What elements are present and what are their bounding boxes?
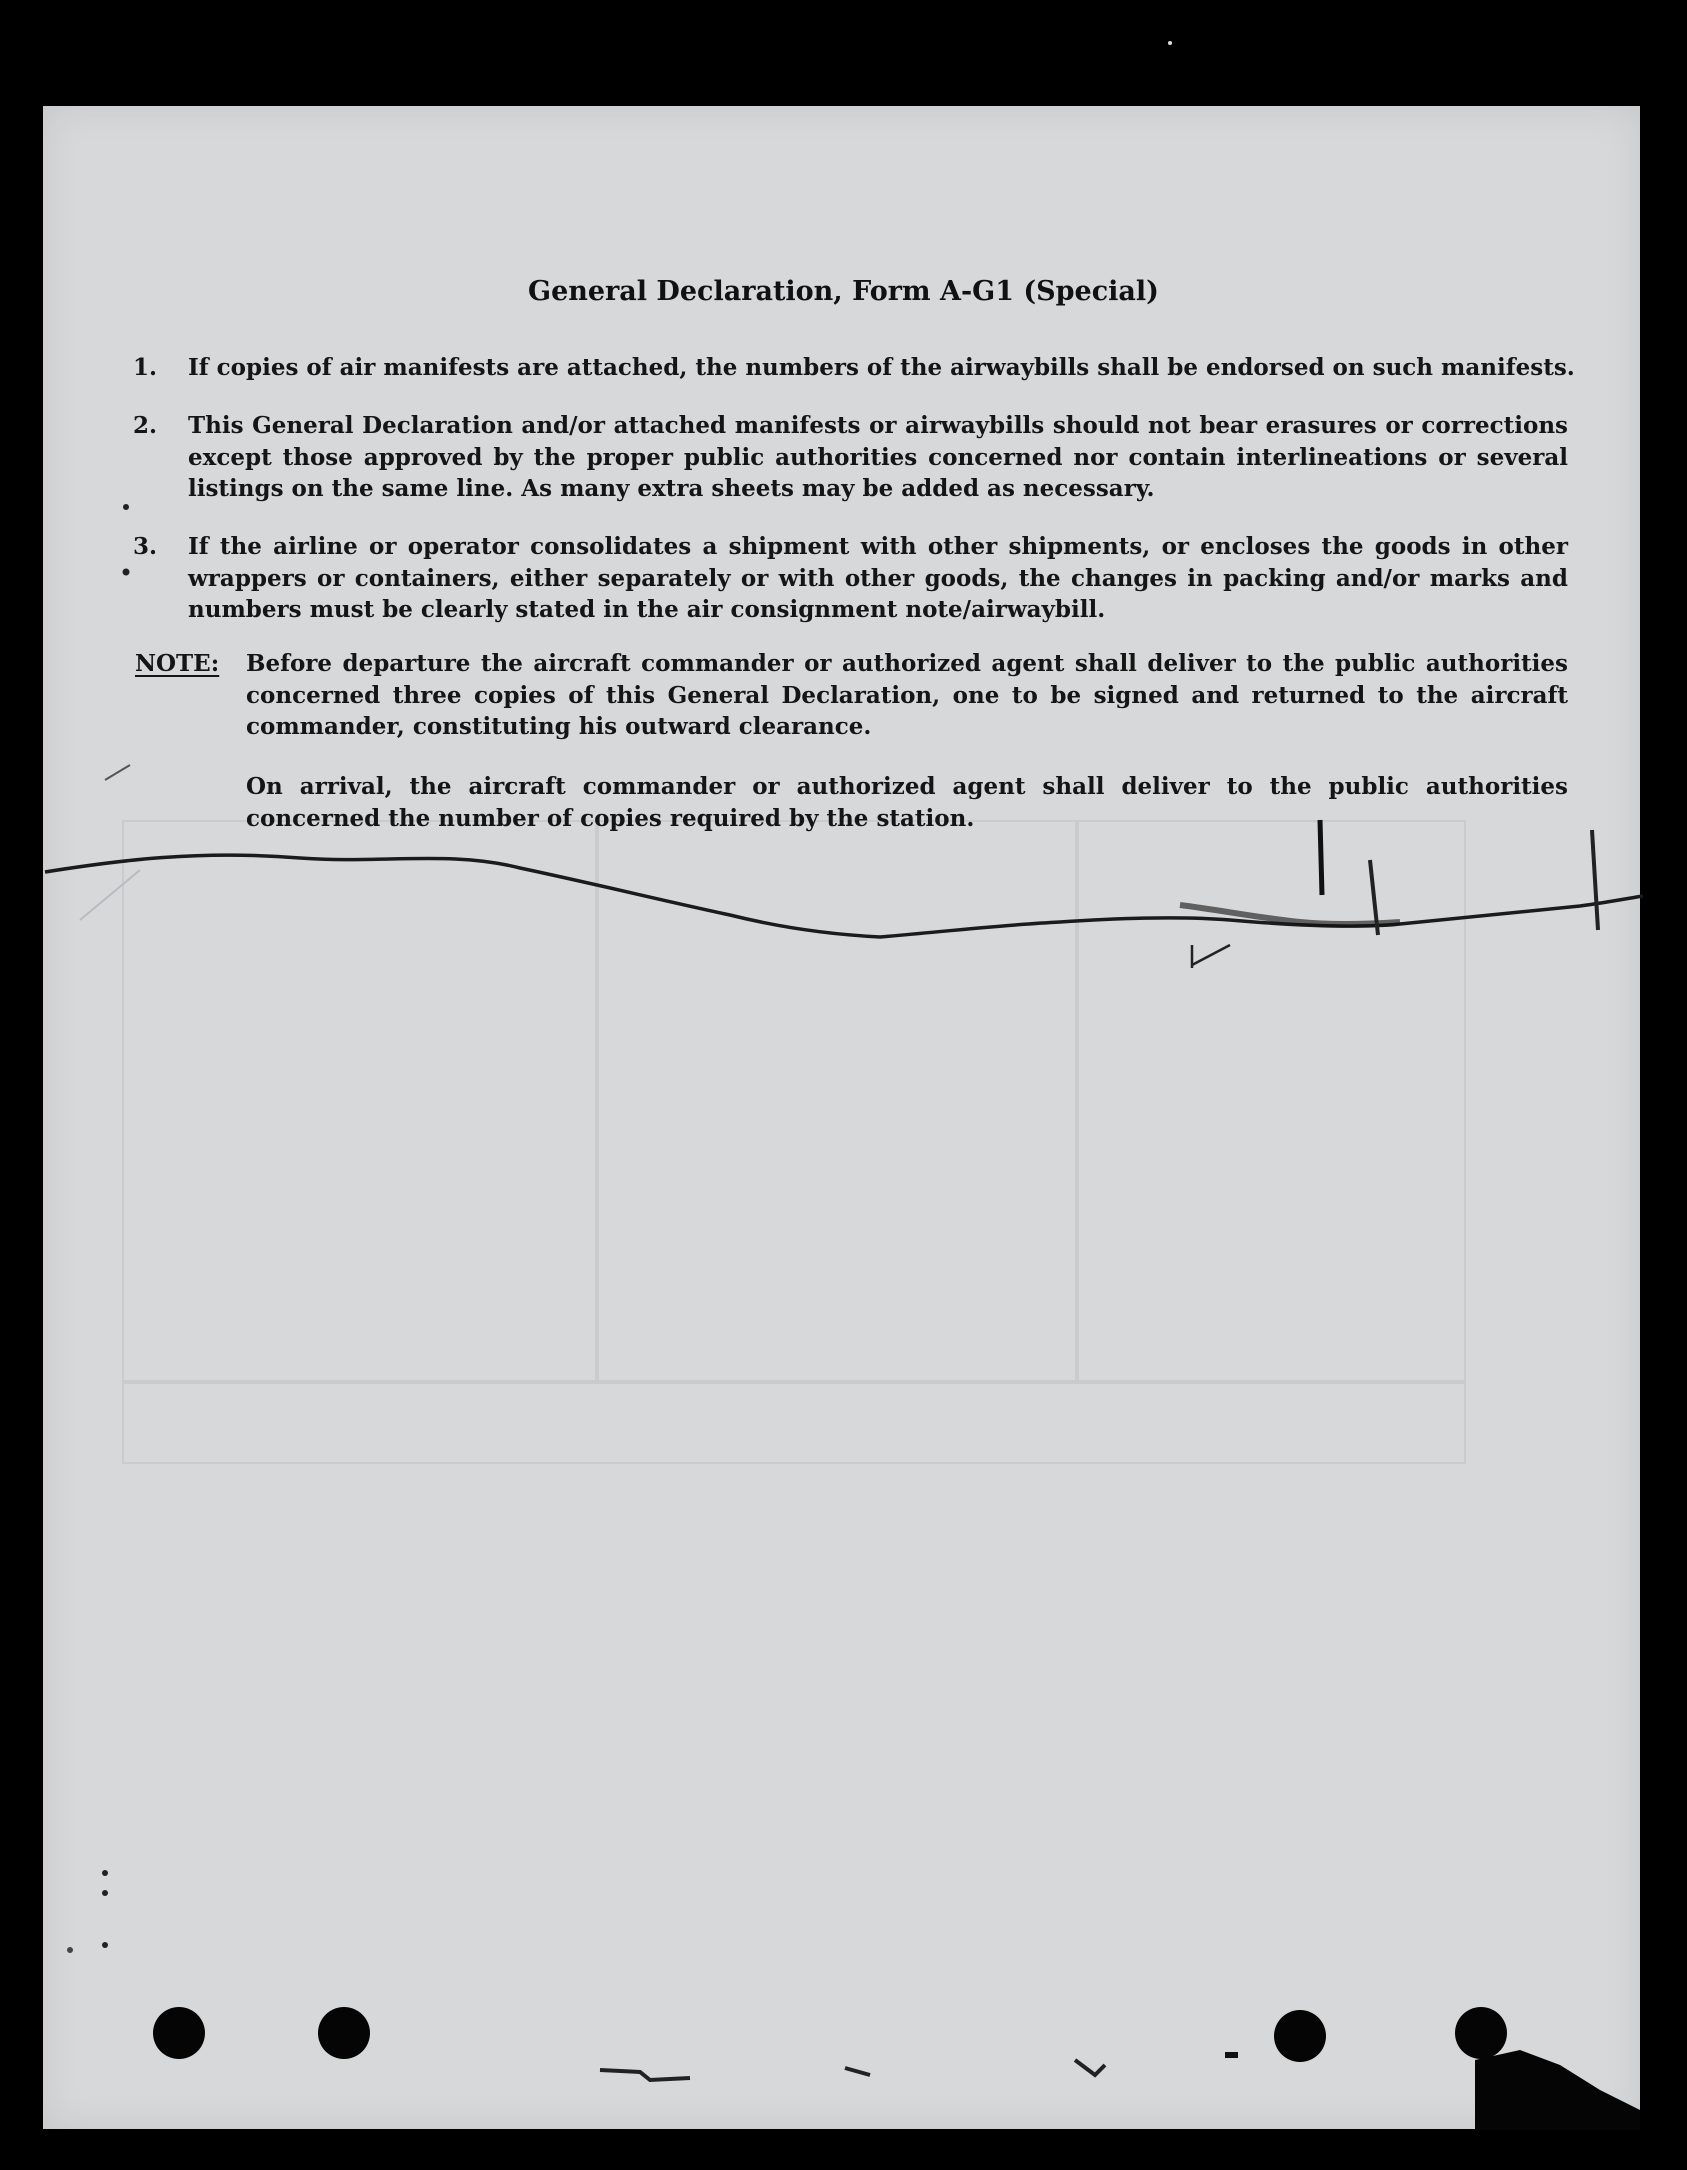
item-1-number: 1. [133,354,158,381]
note-label: NOTE: [135,650,220,677]
note-paragraph-2: On arrival, the aircraft commander or authorized agent shall deliver to the public authorities concerned the number of copies required by the station. [246,773,1568,832]
punch-hole-2 [318,2007,370,2059]
item-2-text: This General Declaration and/or attached manifests or airwaybills should not bear erasures or corrections except those approved by the proper public authorities concerned nor contain interlineations or several listings on the same line. As many extra sheets may be added as necessary. [188,412,1568,502]
item-1-text: If copies of air manifests are attached, the numbers of the airwaybills shall be endorsed on such manifests. [188,354,1575,381]
item-2-number: 2. [133,412,158,439]
page-title: General Declaration, Form A-G1 (Special) [528,276,1159,307]
note-paragraph-1: Before departure the aircraft commander or authorized agent shall deliver to the public authorities concerned three copies of this General Declaration, one to be signed and returned to the aircraft commander, constituting his outward clearance. [246,650,1568,740]
punch-hole-3 [1274,2010,1326,2062]
item-3-text: If the airline or operator consolidates a shipment with other shipments, or encloses the goods in other wrappers or containers, either separately or with other goods, the changes in packing and/or marks and numbers must be clearly stated in the air consignment note/airwaybill. [188,533,1568,623]
punch-hole-1 [153,2007,205,2059]
item-3-number: 3. [133,533,158,560]
punch-hole-4 [1455,2007,1507,2059]
